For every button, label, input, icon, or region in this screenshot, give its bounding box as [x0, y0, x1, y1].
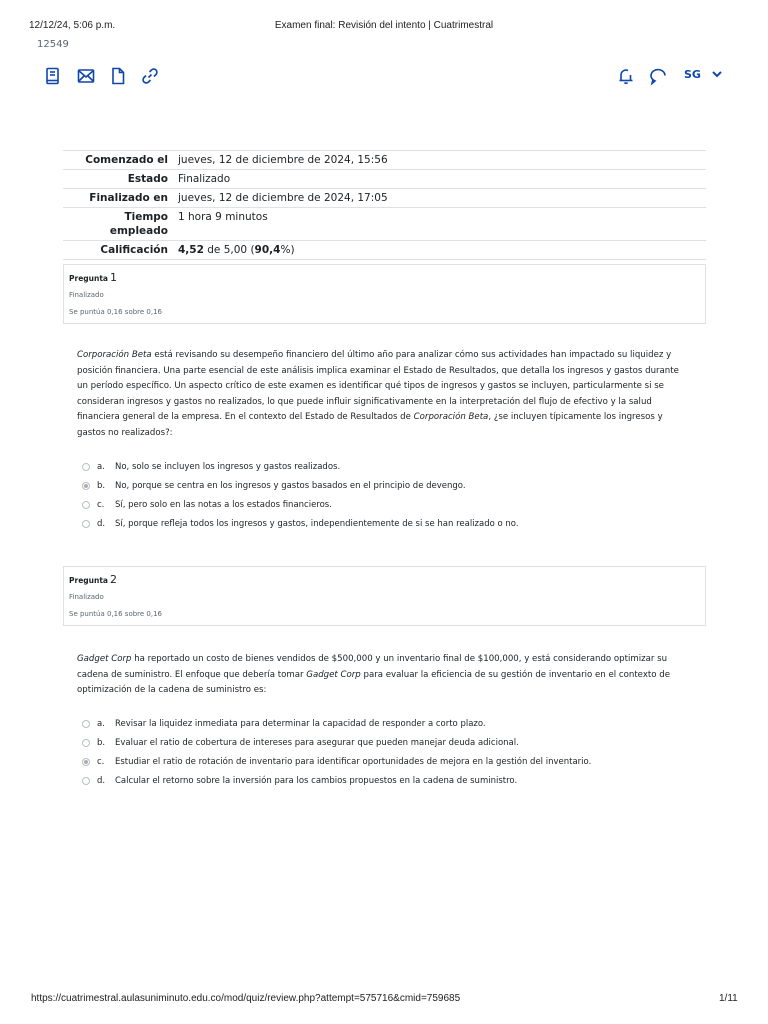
question-state: Finalizado: [69, 291, 104, 299]
grade-percent-suffix: %): [280, 244, 295, 256]
link-icon[interactable]: [140, 66, 160, 86]
question-number-label: Pregunta: [69, 576, 108, 585]
option-letter: b.: [97, 480, 106, 491]
summary-value: 1 hora 9 minutos: [173, 208, 706, 241]
mail-icon[interactable]: [76, 66, 96, 86]
summary-row-started: [63, 151, 706, 170]
question-text-1: [77, 348, 692, 442]
answer-option[interactable]: [82, 514, 702, 533]
grade-of: de 5,00 (: [203, 244, 255, 256]
summary-value: jueves, 12 de diciembre de 2024, 15:56: [173, 151, 706, 170]
answer-option[interactable]: [82, 752, 702, 771]
company-name: Corporación Beta: [413, 412, 489, 423]
book-icon[interactable]: [43, 66, 63, 86]
radio-button[interactable]: [82, 501, 90, 509]
summary-value: jueves, 12 de diciembre de 2024, 17:05: [173, 189, 706, 208]
file-icon[interactable]: [108, 66, 128, 86]
question-grade: Se puntúa 0,16 sobre 0,16: [69, 308, 163, 316]
question-info-1: [63, 264, 706, 324]
question-text-part: está revisando su desempeño financiero del último año para analizar cómo sus actividades han impactado su liquidez y posición financiera. Una parte esencial de este análisis implica examinar el Estado de Resultados, que detalla los ingresos y gastos durante un período específico. Un aspecto crítico de este examen es identificar qué tipos de ingresos y gastos se incluyen, particularmente si se consideran ingresos y gastos no realizados, lo que puede influir significativamente en la interpretación del flujo de efectivo y la salud financiera general de la empresa. En el contexto del Estado de Resultados de: [77, 350, 679, 423]
answer-option[interactable]: [82, 457, 702, 476]
question-text-2: [77, 652, 692, 699]
summary-label: Tiempo empleado: [63, 208, 173, 241]
question-number-label: Pregunta: [69, 274, 108, 283]
question-text-part: , ¿se incluyen típicamente los ingresos y gastos no realizados?:: [77, 412, 663, 438]
chat-icon[interactable]: [648, 66, 668, 86]
option-text: Revisar la liquidez inmediata para determinar la capacidad de responder a corto plazo.: [115, 718, 486, 729]
summary-row-grade: [63, 241, 706, 260]
question-text-part: ha reportado un costo de bienes vendidos de $500,000 y un inventario final de $100,000, y está considerando optimizar su cadena de suministro. El enfoque que debería tomar: [77, 654, 668, 680]
grade-score: 4,52: [178, 244, 204, 256]
option-letter: d.: [97, 775, 106, 786]
company-name: Gadget Corp: [77, 654, 132, 664]
option-letter: c.: [97, 756, 105, 767]
company-name: Gadget Corp: [306, 669, 361, 680]
answer-options-2: [82, 714, 702, 790]
answer-option[interactable]: [82, 771, 702, 790]
company-name: Corporación Beta: [77, 350, 152, 360]
summary-value: Finalizado: [173, 170, 706, 189]
summary-row-time: [63, 208, 706, 241]
attempt-summary-table: [63, 150, 706, 260]
print-page-title: Examen final: Revisión del intento | Cuatrimestral: [274, 20, 494, 31]
option-letter: b.: [97, 737, 106, 748]
option-text: No, solo se incluyen los ingresos y gastos realizados.: [115, 461, 341, 472]
bell-icon[interactable]: [616, 66, 636, 86]
option-text: Estudiar el ratio de rotación de inventario para identificar oportunidades de mejora en la gestión del inventario.: [115, 756, 592, 767]
answer-option[interactable]: [82, 495, 702, 514]
question-info-2: [63, 566, 706, 626]
option-text: No, porque se centra en los ingresos y gastos basados en el principio de devengo.: [115, 480, 466, 491]
option-letter: a.: [97, 718, 105, 729]
option-text: Calcular el retorno sobre la inversión para los cambios propuestos en la cadena de suministro.: [115, 775, 518, 786]
summary-row-state: [63, 170, 706, 189]
option-letter: a.: [97, 461, 105, 472]
summary-label: Comenzado el: [63, 151, 173, 170]
print-page-number: 1/11: [719, 993, 738, 1004]
option-text: Evaluar el ratio de cobertura de intereses para asegurar que pueden manejar deuda adicional.: [115, 737, 519, 748]
radio-button[interactable]: [82, 463, 90, 471]
summary-label: Calificación: [63, 241, 173, 260]
page-id: 12549: [37, 39, 69, 50]
question-number-value: 1: [109, 271, 117, 284]
answer-option[interactable]: [82, 714, 702, 733]
radio-button-selected[interactable]: [82, 482, 90, 490]
grade-percent: 90,4: [254, 244, 281, 256]
radio-button[interactable]: [82, 720, 90, 728]
summary-grade-value: [173, 241, 706, 260]
summary-row-finished: [63, 189, 706, 208]
answer-option[interactable]: [82, 476, 702, 495]
chevron-down-icon[interactable]: [710, 66, 724, 82]
question-text-part: para evaluar la eficiencia de su gestión de inventario en el contexto de optimización de la cadena de suministro es:: [77, 669, 671, 696]
answer-options-1: [82, 457, 702, 533]
answer-option[interactable]: [82, 733, 702, 752]
print-url: https://cuatrimestral.aulasuniminuto.edu.co/mod/quiz/review.php?attempt=575716&cmid=759685: [31, 993, 461, 1004]
radio-button-selected[interactable]: [82, 758, 90, 766]
summary-label: Finalizado en: [63, 189, 173, 208]
question-number: [69, 271, 117, 284]
option-text: Sí, pero solo en las notas a los estados financieros.: [115, 499, 332, 510]
question-number: [69, 573, 117, 586]
radio-button[interactable]: [82, 739, 90, 747]
option-text: Sí, porque refleja todos los ingresos y gastos, independientemente de si se han realizado o no.: [115, 518, 519, 529]
summary-label: Estado: [63, 170, 173, 189]
radio-button[interactable]: [82, 520, 90, 528]
option-letter: d.: [97, 518, 106, 529]
question-state: Finalizado: [69, 593, 104, 601]
radio-button[interactable]: [82, 777, 90, 785]
option-letter: c.: [97, 499, 105, 510]
print-datetime: 12/12/24, 5:06 p.m.: [29, 20, 116, 31]
question-number-value: 2: [109, 573, 117, 586]
question-grade: Se puntúa 0,16 sobre 0,16: [69, 610, 163, 618]
user-menu-initials[interactable]: SG: [684, 68, 701, 81]
